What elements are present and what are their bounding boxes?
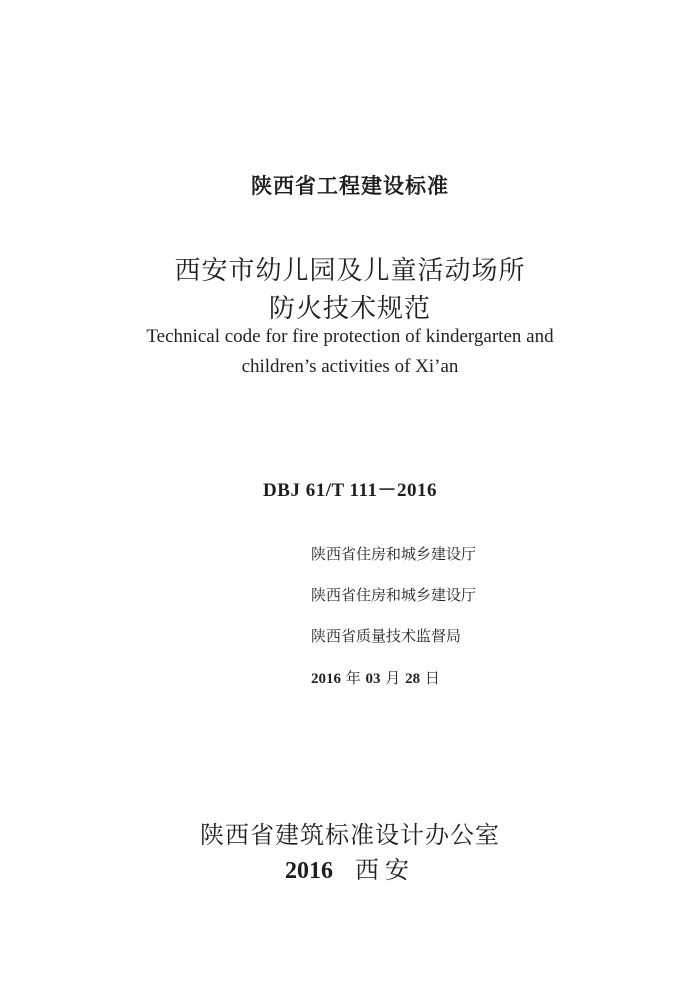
implementation-date-value xyxy=(311,667,440,688)
standard-code: DBJ 61/T 111－2016 xyxy=(263,480,437,501)
date-year-unit: 年 xyxy=(341,669,366,687)
publisher-name: 陕西省建筑标准设计办公室 xyxy=(200,821,500,849)
publication-year-city xyxy=(0,850,700,885)
title-english-line-2: children’s activities of Xi’an xyxy=(241,356,459,377)
title-english-line-1: Technical code for fire protection of kindergarten and xyxy=(146,326,554,347)
title-chinese-line-1: 西安市幼儿园及儿童活动场所 xyxy=(174,256,526,286)
date-year: 2016 xyxy=(311,671,341,687)
approval-department-value-2: 陕西省质量技术监督局 xyxy=(311,627,462,645)
approval-department-value-1: 陕西省住房和城乡建设厅 xyxy=(311,586,477,604)
date-day-unit: 日 xyxy=(420,669,440,687)
title-chinese-line-2: 防火技术规范 xyxy=(268,294,431,324)
publication-year: 2016 xyxy=(285,858,333,884)
publication-city: 西安 xyxy=(355,856,415,884)
date-month: 03 xyxy=(365,671,381,687)
date-month-unit: 月 xyxy=(380,669,406,687)
date-day: 28 xyxy=(405,671,421,687)
standard-series-title: 陕西省工程建设标准 xyxy=(251,174,449,198)
editor-department-value: 陕西省住房和城乡建设厅 xyxy=(311,545,477,563)
